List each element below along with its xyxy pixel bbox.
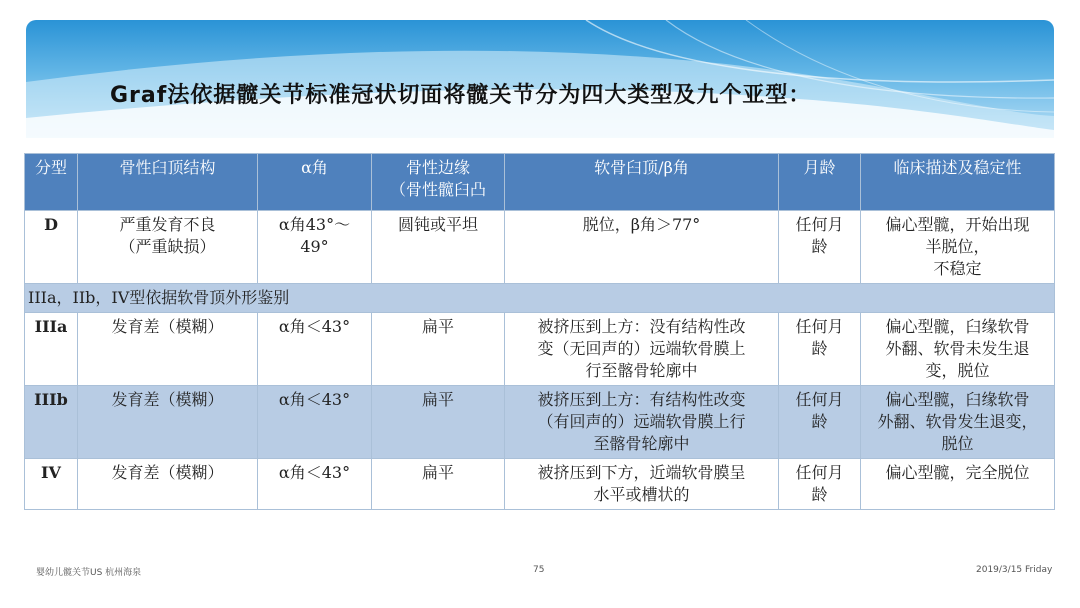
table-row	[25, 386, 1055, 459]
table-cell: α角43°～ 49°	[258, 211, 372, 284]
table-cell: 扁平	[372, 386, 505, 459]
type-cell: IIIb	[25, 386, 78, 459]
table-cell: 发育差（模糊）	[78, 313, 258, 386]
column-header: 软骨臼顶/β角	[505, 154, 779, 211]
column-header: 骨性臼顶结构	[78, 154, 258, 211]
table-cell: 偏心型髋，臼缘软骨 外翻、软骨发生退变， 脱位	[861, 386, 1055, 459]
note-cell: IIIa，IIb，IV型依据软骨顶外形鉴别	[25, 284, 1055, 313]
type-cell: IIIa	[25, 313, 78, 386]
table-cell: 发育差（模糊）	[78, 386, 258, 459]
table-cell: 扁平	[372, 459, 505, 510]
column-header: 月龄	[779, 154, 861, 211]
slide-title: Graf法依据髋关节标准冠状切面将髋关节分为四大类型及九个亚型：	[110, 83, 812, 108]
table-cell: 被挤压到上方：没有结构性改 变（无回声的）远端软骨膜上 行至髂骨轮廓中	[505, 313, 779, 386]
table-row	[25, 459, 1055, 510]
table-cell: 脱位，β角＞77°	[505, 211, 779, 284]
table-cell: 扁平	[372, 313, 505, 386]
table-cell: 任何月 龄	[779, 459, 861, 510]
table-row	[25, 211, 1055, 284]
classification-table	[24, 153, 1055, 510]
table-cell: 偏心型髋，完全脱位	[861, 459, 1055, 510]
table-cell: 圆钝或平坦	[372, 211, 505, 284]
table-cell: 严重发育不良 （严重缺损）	[78, 211, 258, 284]
footer-left: 婴幼儿髋关节US 杭州海泉	[36, 568, 142, 578]
note-row	[25, 284, 1055, 313]
table-header-row	[25, 154, 1055, 211]
table-cell: 偏心型髋，开始出现 半脱位， 不稳定	[861, 211, 1055, 284]
column-header: 分型	[25, 154, 78, 211]
footer-date: 2019/3/15 Friday	[976, 565, 1053, 575]
table-cell: α角＜43°	[258, 459, 372, 510]
table-cell: α角＜43°	[258, 313, 372, 386]
table-cell: 任何月 龄	[779, 386, 861, 459]
table-cell: 被挤压到下方，近端软骨膜呈 水平或槽状的	[505, 459, 779, 510]
type-cell: IV	[25, 459, 78, 510]
page-number: 75	[533, 565, 545, 575]
table-cell: 偏心型髋，臼缘软骨 外翻、软骨未发生退 变，脱位	[861, 313, 1055, 386]
table-cell: α角＜43°	[258, 386, 372, 459]
table-cell: 任何月 龄	[779, 211, 861, 284]
column-header: 临床描述及稳定性	[861, 154, 1055, 211]
column-header: α角	[258, 154, 372, 211]
table-row	[25, 313, 1055, 386]
table-cell: 被挤压到上方：有结构性改变 （有回声的）远端软骨膜上行 至髂骨轮廓中	[505, 386, 779, 459]
table-cell: 发育差（模糊）	[78, 459, 258, 510]
table-cell: 任何月 龄	[779, 313, 861, 386]
column-header: 骨性边缘 （骨性髋臼凸	[372, 154, 505, 211]
type-cell: D	[25, 211, 78, 284]
